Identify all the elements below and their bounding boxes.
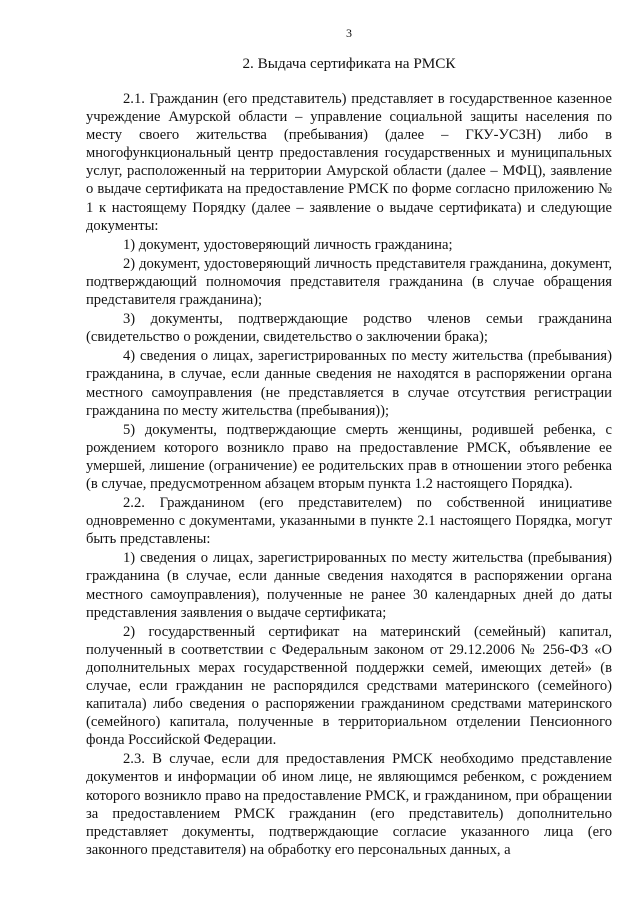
list-item-2-1-2: 2) документ, удостоверяющий личность представителя гражданина, документ, подтверждающий полномочия представителя гражданина (в случае обращения представителя гражданина); <box>86 255 612 309</box>
list-item-2-1-5: 5) документы, подтверждающие смерть женщины, родившей ребенка, с рождением которого возникло право на предоставление РМСК, объявление ее умершей, лишение (ограничение) ее родительских прав в отношении этого ребенка (в случае, предусмотренном абзацем вторым пункта 1.2 настоящего Порядка). <box>86 421 612 492</box>
list-item-2-1-3: 3) документы, подтверждающие родство членов семьи гражданина (свидетельство о рождении, свидетельство о заключении брака); <box>86 311 612 346</box>
list-item-2-1-4: 4) сведения о лицах, зарегистрированных по месту жительства (пребывания) гражданина, в случае, если данные сведения не находятся в распоряжении органа местного самоуправления (не представляется в случае отсутствия регистрации гражданина по месту жительства (пребывания)); <box>86 348 612 419</box>
page-number: 3 <box>346 26 352 40</box>
list-item-2-2-2: 2) государственный сертификат на материнский (семейный) капитал, полученный в соответствии с Федеральным законом от 29.12.2006 № 256-ФЗ «О дополнительных мерах государственной поддержки семей, имеющих детей» (в случае, если гражданин не распорядился средствами материнского (семейного) капитала) либо сведения о распоряжении гражданином средствами материнского (семейного) капитала, полученные в территориальном отделении Пенсионного фонда Российской Федерации. <box>86 623 612 749</box>
document-page <box>86 26 612 859</box>
section-heading: 2. Выдача сертификата на РМСК <box>242 55 456 72</box>
paragraph-2-1: 2.1. Гражданин (его представитель) представляет в государственное казенное учреждение Амурской области – управление социальной защиты населения по месту своего жительства (пребывания) (далее – ГКУ-УСЗН) либо в многофункциональный центр предоставления государственных и муниципальных услуг, расположенный на территории Амурской области (далее – МФЦ), заявление о выдаче сертификата на предоставление РМСК по форме согласно приложению № 1 к настоящему Порядку (далее – заявление о выдаче сертификата) и следующие документы: <box>86 91 612 234</box>
list-item-2-2-1: 1) сведения о лицах, зарегистрированных по месту жительства (пребывания) гражданина (в случае, если данные сведения находятся в распоряжении органа местного самоуправления), полученные не ранее 30 календарных дней до даты представления заявления о выдаче сертификата; <box>86 550 612 621</box>
list-item-2-1-1: 1) документ, удостоверяющий личность гражданина; <box>123 236 453 253</box>
paragraph-2-3: 2.3. В случае, если для предоставления РМСК необходимо представление документов и информации об ином лице, не являющимся ребенком, с рождением которого возникло право на предоставление РМСК, и гражданином, при обращении за предоставлением РМСК гражданин (его представитель) дополнительно представляет документы, подтверждающие согласие указанного лица (его законного представителя) на обработку его персональных данных, а <box>86 751 612 858</box>
paragraph-2-2: 2.2. Гражданином (его представителем) по собственной инициативе одновременно с документами, указанными в пункте 2.1 настоящего Порядка, могут быть представлены: <box>86 495 612 548</box>
